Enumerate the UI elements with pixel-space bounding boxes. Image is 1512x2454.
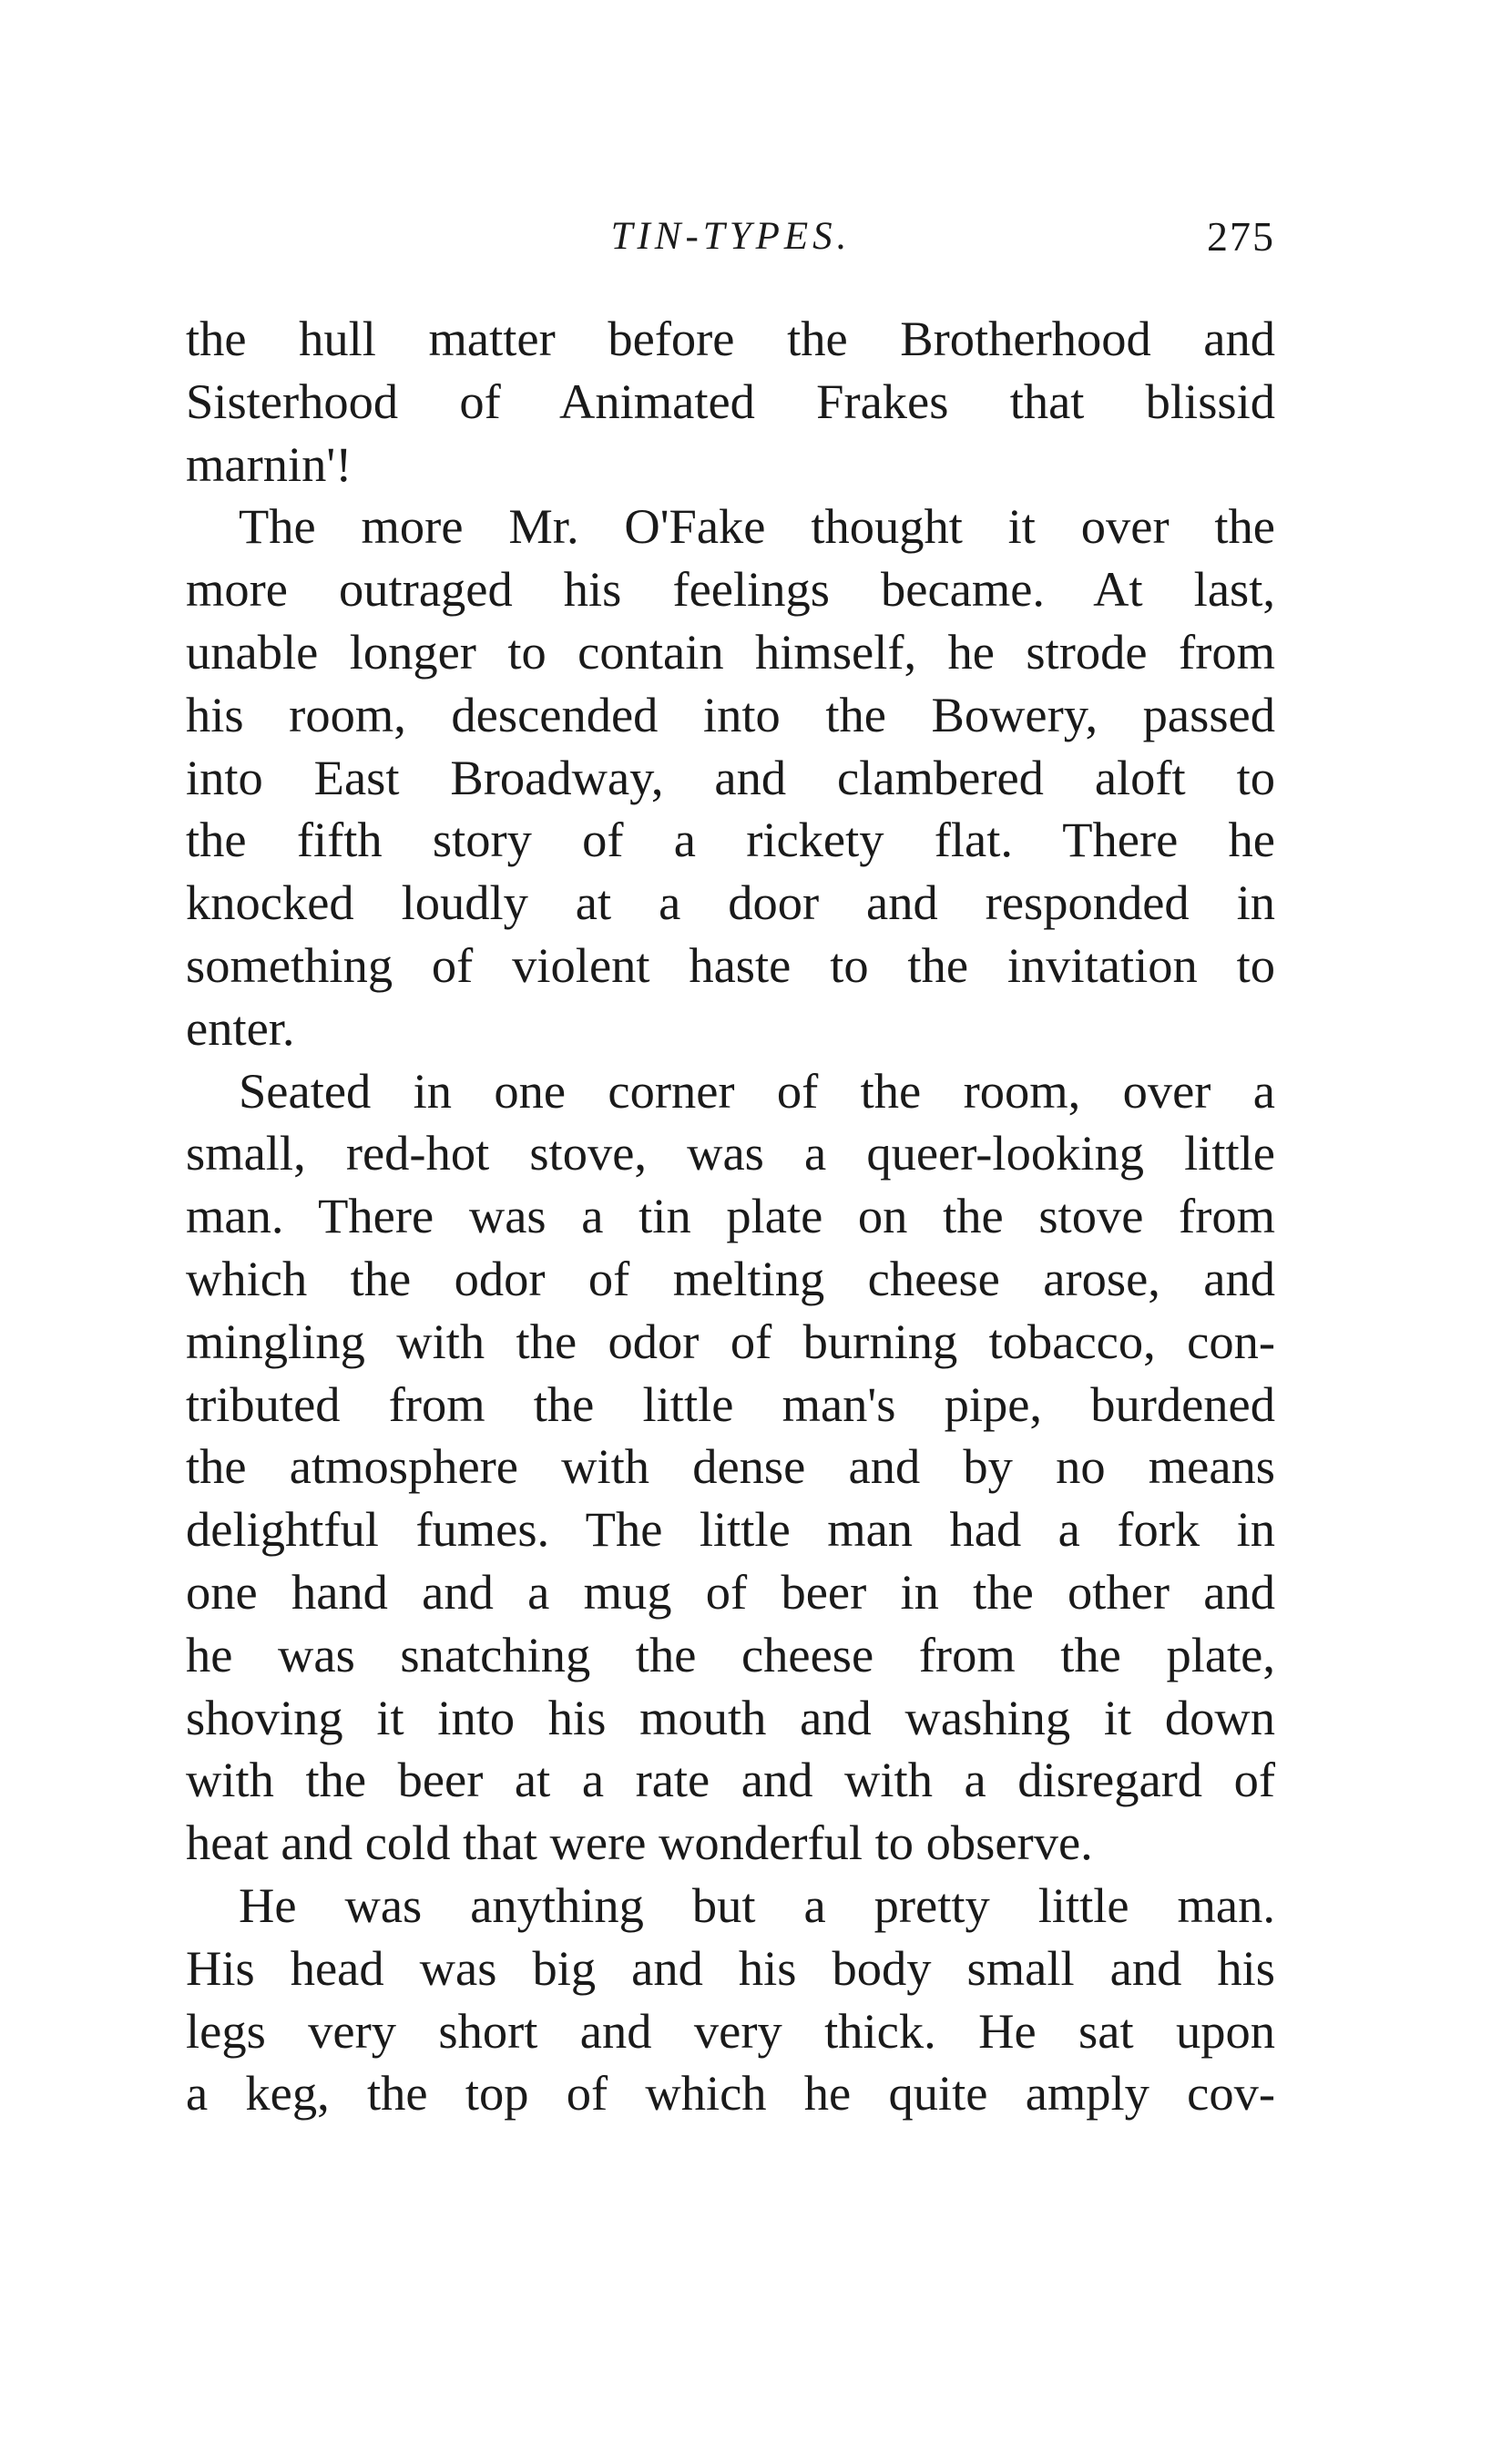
- text-line: which the odor of melting cheese arose, and: [186, 1250, 1275, 1306]
- paragraph: [186, 496, 1275, 1059]
- text-line: unable longer to contain himself, he strode from: [186, 623, 1275, 680]
- text-line: small, red-hot stove, was a queer-looking little: [186, 1125, 1275, 1181]
- text-line: legs very short and very thick. He sat upon: [186, 2002, 1275, 2059]
- text-line: a keg, the top of which he quite amply cov-: [186, 2065, 1275, 2122]
- text-line: Seated in one corner of the room, over a: [239, 1062, 1275, 1119]
- text-line: marnin'!: [186, 435, 352, 492]
- text-line: something of violent haste to the invitation to: [186, 936, 1275, 993]
- text-line: knocked loudly at a door and responded in: [186, 874, 1275, 931]
- text-line: Sisterhood of Animated Frakes that blissid: [186, 373, 1275, 429]
- text-line: with the beer at a rate and with a disregard of: [186, 1752, 1275, 1808]
- text-line: one hand and a mug of beer in the other and: [186, 1563, 1275, 1620]
- text-line: His head was big and his body small and his: [186, 1939, 1275, 1996]
- text-line: he was snatching the cheese from the plate,: [186, 1626, 1275, 1682]
- text-line: man. There was a tin plate on the stove from: [186, 1188, 1275, 1244]
- text-line: tributed from the little man's pipe, burdened: [186, 1375, 1275, 1432]
- text-line: the fifth story of a rickety flat. There he: [186, 812, 1275, 868]
- text-line: the atmosphere with dense and by no means: [186, 1438, 1275, 1495]
- text-line: heat and cold that were wonderful to observe.: [186, 1815, 1093, 1871]
- text-line: enter.: [186, 999, 295, 1056]
- text-line: more outraged his feelings became. At last,: [186, 561, 1275, 618]
- text-line: The more Mr. O'Fake thought it over the: [239, 498, 1275, 555]
- text-line: He was anything but a pretty little man.: [239, 1876, 1275, 1933]
- running-head: [187, 205, 1275, 269]
- page-number: 275: [1207, 213, 1275, 260]
- paragraph: [186, 1875, 1275, 2125]
- text-line: the hull matter before the Brotherhood and: [186, 311, 1275, 366]
- text-line: his room, descended into the Bowery, passed: [186, 686, 1275, 742]
- body-text: [186, 308, 1275, 2125]
- text-line: mingling with the odor of burning tobacco, con-: [186, 1313, 1275, 1369]
- running-title: TIN-TYPES.: [610, 215, 852, 258]
- paragraph: [186, 308, 1275, 496]
- text-line: into East Broadway, and clambered aloft to: [186, 749, 1275, 805]
- paragraph: [186, 1060, 1275, 1875]
- text-line: delightful fumes. The little man had a fork in: [186, 1501, 1275, 1558]
- text-line: shoving it into his mouth and washing it down: [186, 1689, 1275, 1745]
